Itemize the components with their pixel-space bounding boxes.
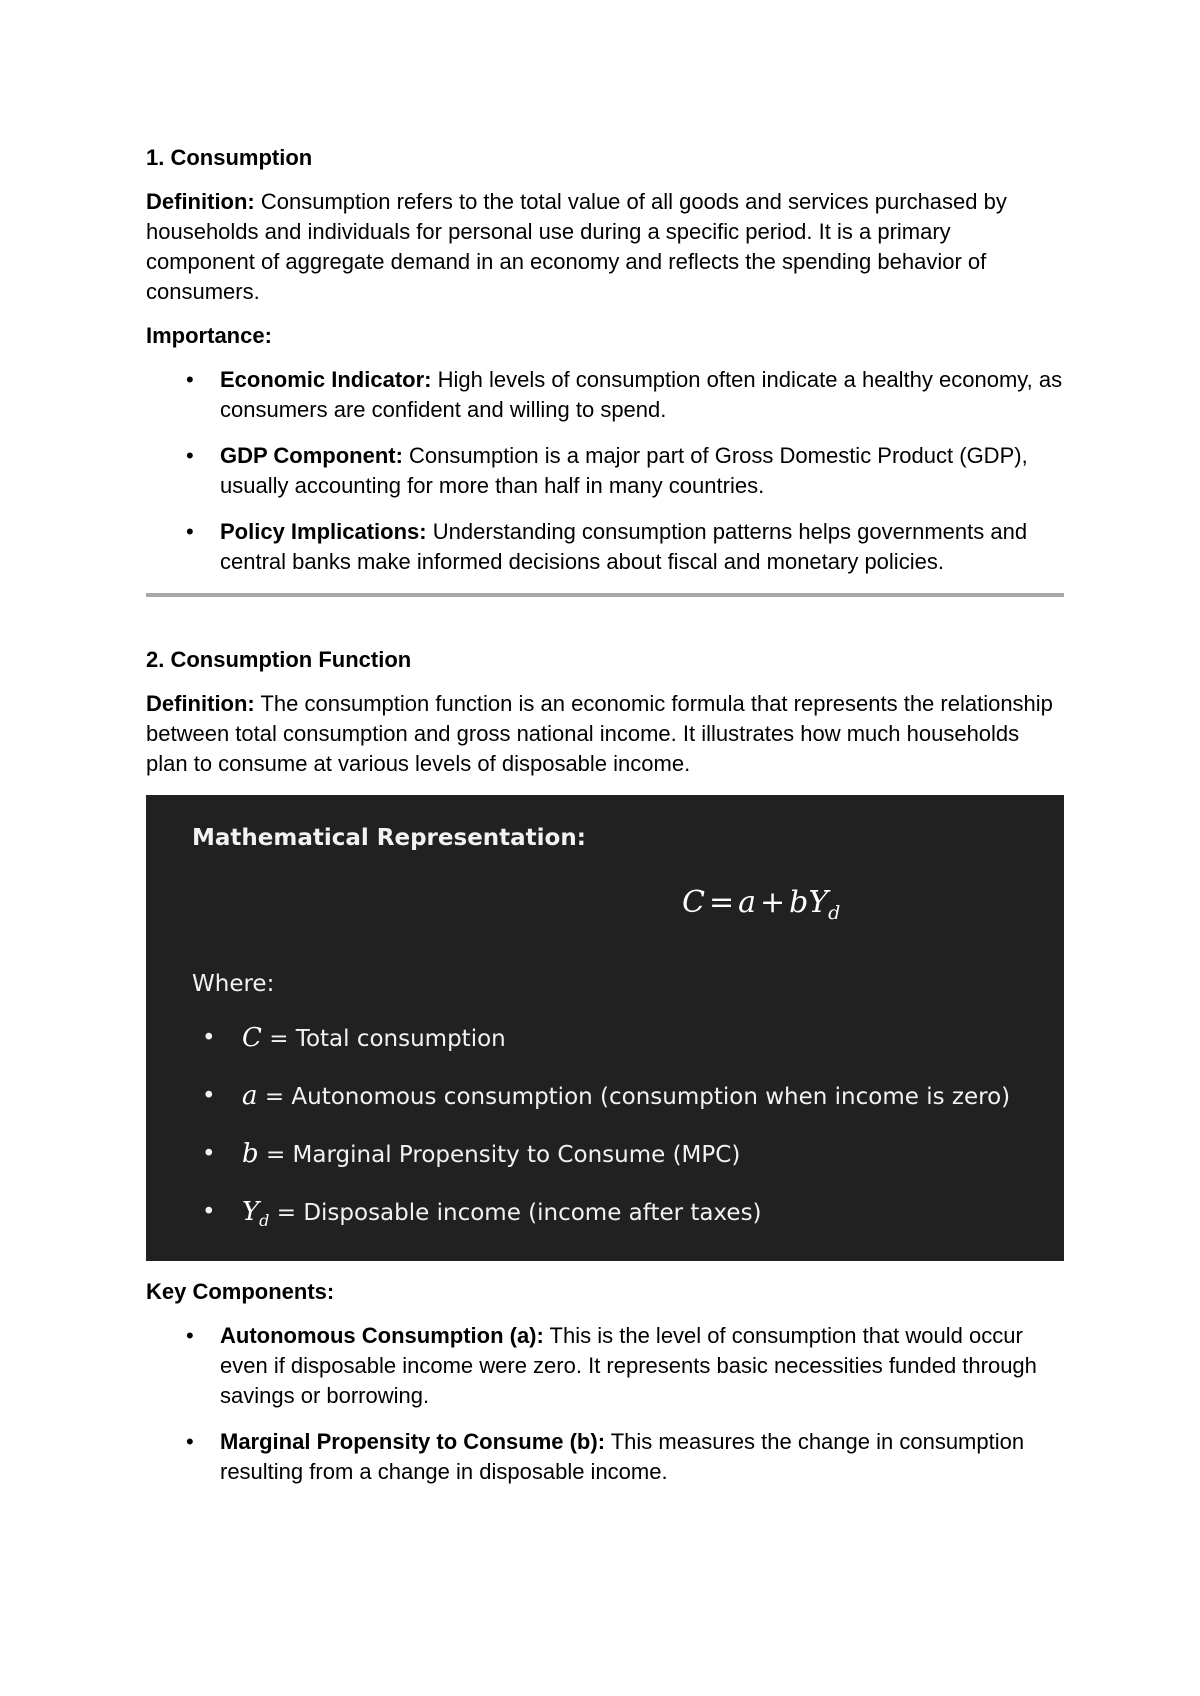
bullet-label: Economic Indicator: [220,367,432,392]
list-item [146,1427,1064,1487]
bullet-icon: • [202,1199,216,1225]
bullet-text: This is the level of consumption that would occur even if disposable income were zero. It represents basic necessities funded through savings or borrowing. [220,1323,1037,1408]
definition-label: Definition: [146,189,255,214]
formula-plus: + [760,885,786,920]
bullet-label: Policy Implications: [220,519,427,544]
bullet-icon: • [186,443,194,468]
key-components-list [146,1321,1064,1487]
bullet-text: High levels of consumption often indicate a healthy economy, as consumers are confident and willing to spend. [220,367,1063,422]
bullet-label: GDP Component: [220,443,403,468]
definition-label: Definition: [146,691,255,716]
formula-a: a [738,885,756,920]
variable-symbol: b [242,1139,259,1169]
list-item [146,1321,1064,1411]
formula-y-subscript: d [828,902,841,924]
variable-description: = Autonomous consumption (consumption when income is zero) [257,1084,1011,1110]
list-item [192,1197,1010,1255]
formula-equals: = [708,885,735,920]
definition-text: The consumption function is an economic formula that represents the relationship between total consumption and gross national income. It illustrates how much households plan to consume at various levels of disposable income. [146,691,1053,776]
math-representation-box [146,795,1064,1261]
where-label: Where: [192,971,275,997]
formula-c: C [682,885,705,920]
variable-subscript: d [259,1211,270,1231]
list-item [192,1139,1010,1197]
variable-y: Y [242,1197,260,1227]
bullet-icon: • [202,1083,216,1109]
bullet-text: This measures the change in consumption resulting from a change in disposable income. [220,1429,1025,1484]
bullet-text: Understanding consumption patterns helps governments and central banks make informed decisions about fiscal and monetary policies. [220,519,1028,574]
importance-label: Importance: [146,323,272,348]
section-divider [146,593,1064,597]
bullet-icon: • [186,1429,194,1454]
bullet-icon: • [202,1141,216,1167]
variable-symbol: C [242,1023,262,1053]
bullet-label: Marginal Propensity to Consume (b): [220,1429,606,1454]
section-2-heading: 2. Consumption Function [146,647,412,672]
section-2-definition [146,689,1064,779]
list-item [146,517,1064,577]
importance-list [146,365,1064,577]
bullet-icon: • [186,519,194,544]
formula-b: b [789,885,809,920]
list-item [146,441,1064,501]
section-1-definition [146,187,1064,307]
variable-symbol [242,1197,270,1231]
bullet-icon: • [186,1323,194,1348]
section-1-heading: 1. Consumption [146,145,313,170]
bullet-text: Consumption is a major part of Gross Domestic Product (GDP), usually accounting for more than half in many countries. [220,443,1028,498]
list-item [146,365,1064,425]
bullet-icon: • [202,1025,216,1051]
bullet-icon: • [186,367,194,392]
consumption-formula [682,885,840,924]
variable-symbol: a [242,1081,258,1111]
variable-description: = Disposable income (income after taxes) [269,1200,762,1226]
definition-text: Consumption refers to the total value of all goods and services purchased by households and individuals for personal use during a specific period. It is a primary component of aggregate demand in an economy and reflects the spending behavior of consumers. [146,189,1007,304]
list-item [192,1081,1010,1139]
variable-description: = Total consumption [261,1026,506,1052]
bullet-label: Autonomous Consumption (a): [220,1323,544,1348]
variable-list [192,1023,1010,1255]
document-content [146,143,1064,1503]
formula-y: Y [808,885,829,920]
variable-description: = Marginal Propensity to Consume (MPC) [258,1142,741,1168]
math-box-title: Mathematical Representation: [192,825,586,851]
list-item [192,1023,1010,1081]
key-components-label: Key Components: [146,1279,335,1304]
